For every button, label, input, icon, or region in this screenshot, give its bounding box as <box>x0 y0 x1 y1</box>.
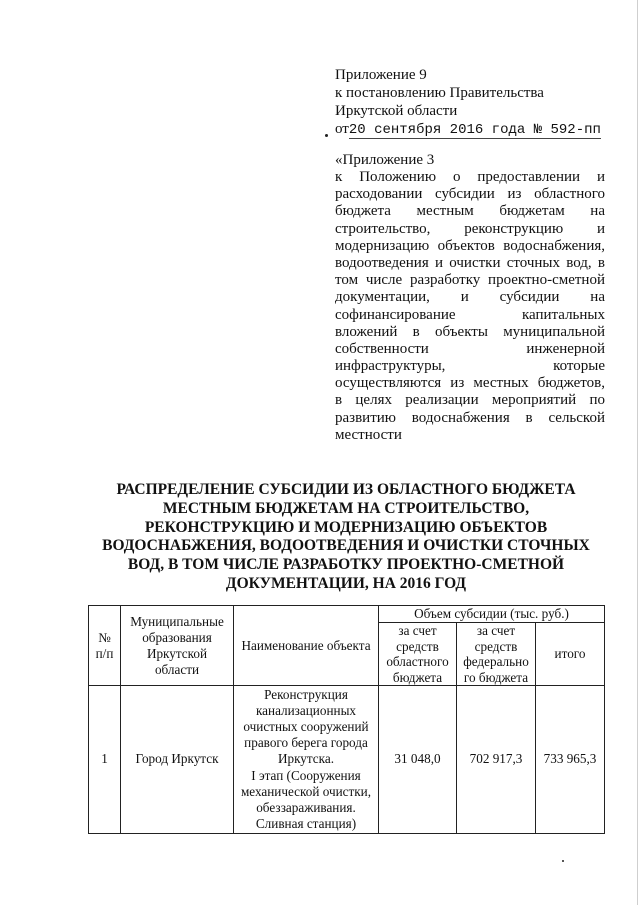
appendix-region: Иркутской области <box>335 103 458 119</box>
nested-text-line: том числе разработку проектно-сметной <box>335 272 605 289</box>
nested-text-line: местности <box>335 426 402 443</box>
nested-text-line: вложений в объекты муниципальной <box>335 323 605 340</box>
nested-appendix-text <box>335 169 605 444</box>
cell-federal-budget: 702 917,3 <box>457 686 536 834</box>
table-header-row <box>89 606 605 623</box>
header-municipality: Муниципальные образования Иркутской области <box>121 606 234 686</box>
header-object-name: Наименование объекта <box>234 606 379 686</box>
nested-text-line: водоотведения и очистки сточных вод, в <box>335 254 605 271</box>
cell-municipality: Город Иркутск <box>121 686 234 834</box>
title-line: МЕСТНЫМ БЮДЖЕТАМ НА СТРОИТЕЛЬСТВО, <box>162 499 530 517</box>
cell-total: 733 965,3 <box>536 686 605 834</box>
nested-text-line: расходовании субсидии из областного <box>335 186 605 203</box>
appendix-number: Приложение 9 <box>335 67 427 83</box>
table-row <box>89 686 605 834</box>
cell-number: 1 <box>89 686 121 834</box>
appendix-date-line <box>335 120 605 138</box>
nested-text-line: инфраструктуры, которые <box>335 358 605 375</box>
scan-speck <box>325 134 328 137</box>
nested-text-line: строительство, реконструкцию и <box>335 220 605 237</box>
nested-text-line: развитию водоснабжения в сельской <box>335 409 605 426</box>
header-total: итого <box>536 623 605 686</box>
nested-text-line: осуществляются из местных бюджетов, <box>335 375 605 392</box>
title-line: ВОД, В ТОМ ЧИСЛЕ РАЗРАБОТКУ ПРОЕКТНО-СМЕТНОЙ <box>127 556 565 574</box>
nested-text-line: документации, и субсидии на <box>335 289 605 306</box>
title-line: ВОДОСНАБЖЕНИЯ, ВОДООТВЕДЕНИЯ И ОЧИСТКИ СТОЧНЫХ <box>102 537 590 555</box>
date-value: 20 сентября 2016 года № 592-пп <box>348 122 601 138</box>
document-title <box>76 481 616 594</box>
nested-text-line: модернизацию объектов водоснабжения, <box>335 237 605 254</box>
appendix-resolution-ref: к постановлению Правительства <box>335 85 544 101</box>
scan-speck <box>562 860 564 862</box>
scan-edge-line <box>637 0 638 905</box>
header-federal-budget: за счет средств федерально го бюджета <box>457 623 536 686</box>
nested-text-line: в целях реализации мероприятий по <box>335 392 605 409</box>
date-prefix: от <box>335 121 349 137</box>
title-line: РЕКОНСТРУКЦИЮ И МОДЕРНИЗАЦИЮ ОБЪЕКТОВ <box>144 518 548 536</box>
appendix-block <box>335 66 605 444</box>
header-regional-budget: за счет средств областного бюджета <box>379 623 457 686</box>
header-number: № п/п <box>89 606 121 686</box>
nested-text-line: собственности инженерной <box>335 340 605 357</box>
nested-appendix-title: «Приложение 3 <box>335 152 435 168</box>
cell-regional-budget: 31 048,0 <box>379 686 457 834</box>
nested-text-line: софинансирование капитальных <box>335 306 605 323</box>
nested-text-line: к Положению о предоставлении и <box>335 169 605 185</box>
nested-text-line: бюджета местным бюджетам на <box>335 203 605 220</box>
cell-object-name: Реконструкция канализационных очистных сооружений правого берега города Иркутска. I этап (Сооружения механической очистки, обеззараживания. Сливная станция) <box>234 686 379 834</box>
title-line: РАСПРЕДЕЛЕНИЕ СУБСИДИИ ИЗ ОБЛАСТНОГО БЮДЖЕТА <box>116 481 576 498</box>
header-subsidy-group: Объем субсидии (тыс. руб.) <box>379 606 605 623</box>
subsidy-table <box>88 605 605 834</box>
title-line: ДОКУМЕНТАЦИИ, НА 2016 ГОД <box>225 574 467 592</box>
